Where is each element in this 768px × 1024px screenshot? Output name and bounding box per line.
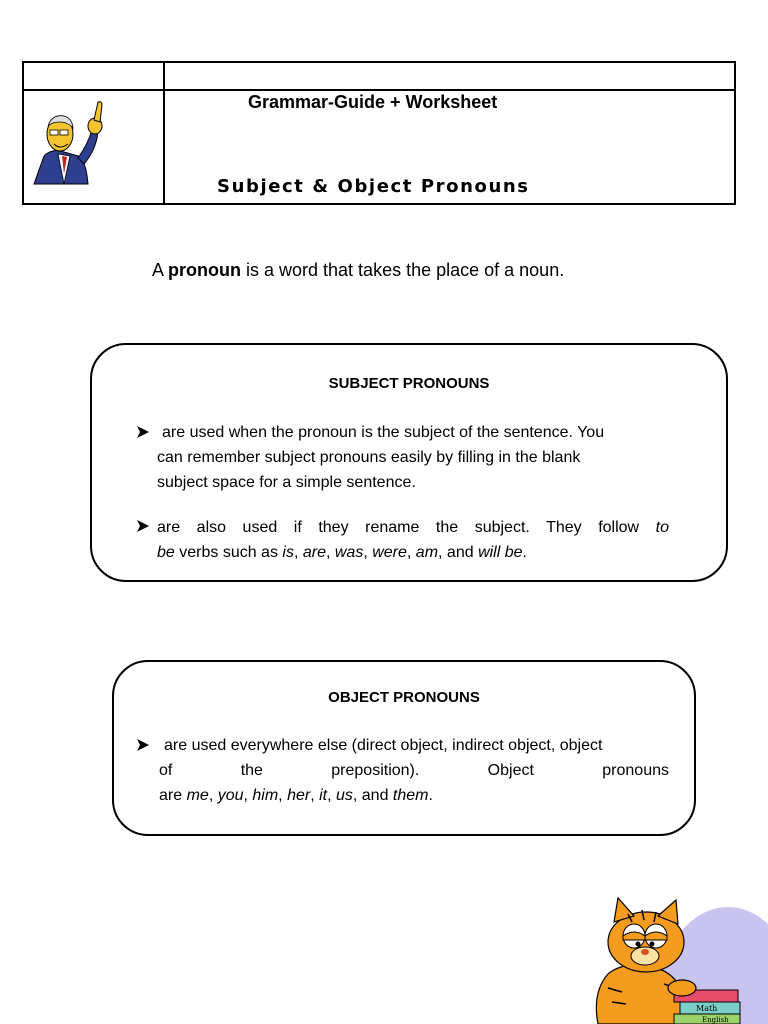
subject-bullet-rename bbox=[157, 515, 669, 565]
word: preposition). bbox=[331, 762, 420, 779]
bullet-line: can remember subject pronouns easily by filling in the blank bbox=[157, 449, 581, 466]
period: . bbox=[428, 787, 433, 804]
pronoun-us: us bbox=[335, 787, 353, 804]
comma: , bbox=[310, 787, 320, 804]
verb-was: was bbox=[334, 544, 364, 561]
object-pronouns-box bbox=[112, 660, 696, 836]
bullet-line bbox=[143, 783, 669, 808]
verb-be: be bbox=[157, 544, 175, 561]
verb-will-be: will be bbox=[478, 544, 523, 561]
comma: , bbox=[243, 787, 253, 804]
pronoun-you: you bbox=[217, 787, 244, 804]
and-text: , and bbox=[352, 787, 393, 804]
pronoun-them: them bbox=[392, 787, 429, 804]
verb-am: am bbox=[415, 544, 439, 561]
table-rule bbox=[24, 89, 734, 91]
bullet-line bbox=[157, 515, 669, 540]
pronoun-her: her bbox=[287, 787, 311, 804]
verb-were: were bbox=[372, 544, 407, 561]
bullet-line bbox=[157, 540, 669, 565]
book-label-english: English bbox=[702, 1016, 729, 1024]
arrow-bullet-icon bbox=[136, 519, 150, 533]
word: pronouns bbox=[602, 762, 669, 779]
subject-pronouns-box bbox=[90, 343, 728, 582]
subject-bullet-usage bbox=[157, 420, 669, 495]
object-pronouns-heading: OBJECT PRONOUNS bbox=[328, 689, 480, 706]
definition-suffix: is a word that takes the place of a noun. bbox=[241, 260, 565, 280]
object-bullet-usage bbox=[143, 733, 669, 808]
bullet-line: are used everywhere else (direct object, indirect object, object bbox=[164, 737, 603, 754]
pronoun-it: it bbox=[319, 787, 328, 804]
comma: , bbox=[363, 544, 373, 561]
comma: , bbox=[293, 544, 303, 561]
pronoun-definition bbox=[152, 260, 564, 281]
verb-to: to bbox=[655, 519, 669, 536]
arrow-bullet-icon bbox=[136, 425, 150, 439]
table-divider bbox=[163, 63, 165, 203]
definition-term: pronoun bbox=[168, 260, 241, 280]
bullet-line bbox=[143, 758, 669, 783]
comma: , bbox=[327, 787, 336, 804]
topic-title: Subject & Object Pronouns bbox=[217, 176, 530, 197]
pronoun-him: him bbox=[252, 787, 279, 804]
book-label-math: Math bbox=[696, 1004, 718, 1013]
teacher-pointing-illustration bbox=[30, 100, 110, 186]
comma: , bbox=[278, 787, 288, 804]
bullet-line: subject space for a simple sentence. bbox=[157, 474, 416, 491]
and-text: , and bbox=[438, 544, 479, 561]
verb-are: are bbox=[302, 544, 326, 561]
word: of bbox=[159, 762, 173, 779]
word: Object bbox=[487, 762, 534, 779]
cat-with-books-illustration bbox=[578, 892, 768, 1024]
subject-pronouns-heading: SUBJECT PRONOUNS bbox=[328, 375, 490, 392]
word: the bbox=[240, 762, 263, 779]
are-text: are bbox=[159, 787, 187, 804]
definition-prefix: A bbox=[152, 260, 169, 280]
comma: , bbox=[406, 544, 416, 561]
rename-text: are also used if they rename the subject. They follow bbox=[157, 519, 656, 536]
pronoun-me: me bbox=[186, 787, 209, 804]
worksheet-title: Grammar-Guide + Worksheet bbox=[248, 92, 498, 112]
verbs-text: verbs such as bbox=[174, 544, 283, 561]
comma: , bbox=[208, 787, 218, 804]
bullet-line: are used when the pronoun is the subject of the sentence. You bbox=[162, 424, 605, 441]
comma: , bbox=[325, 544, 335, 561]
period: . bbox=[522, 544, 527, 561]
verb-is: is bbox=[282, 544, 294, 561]
